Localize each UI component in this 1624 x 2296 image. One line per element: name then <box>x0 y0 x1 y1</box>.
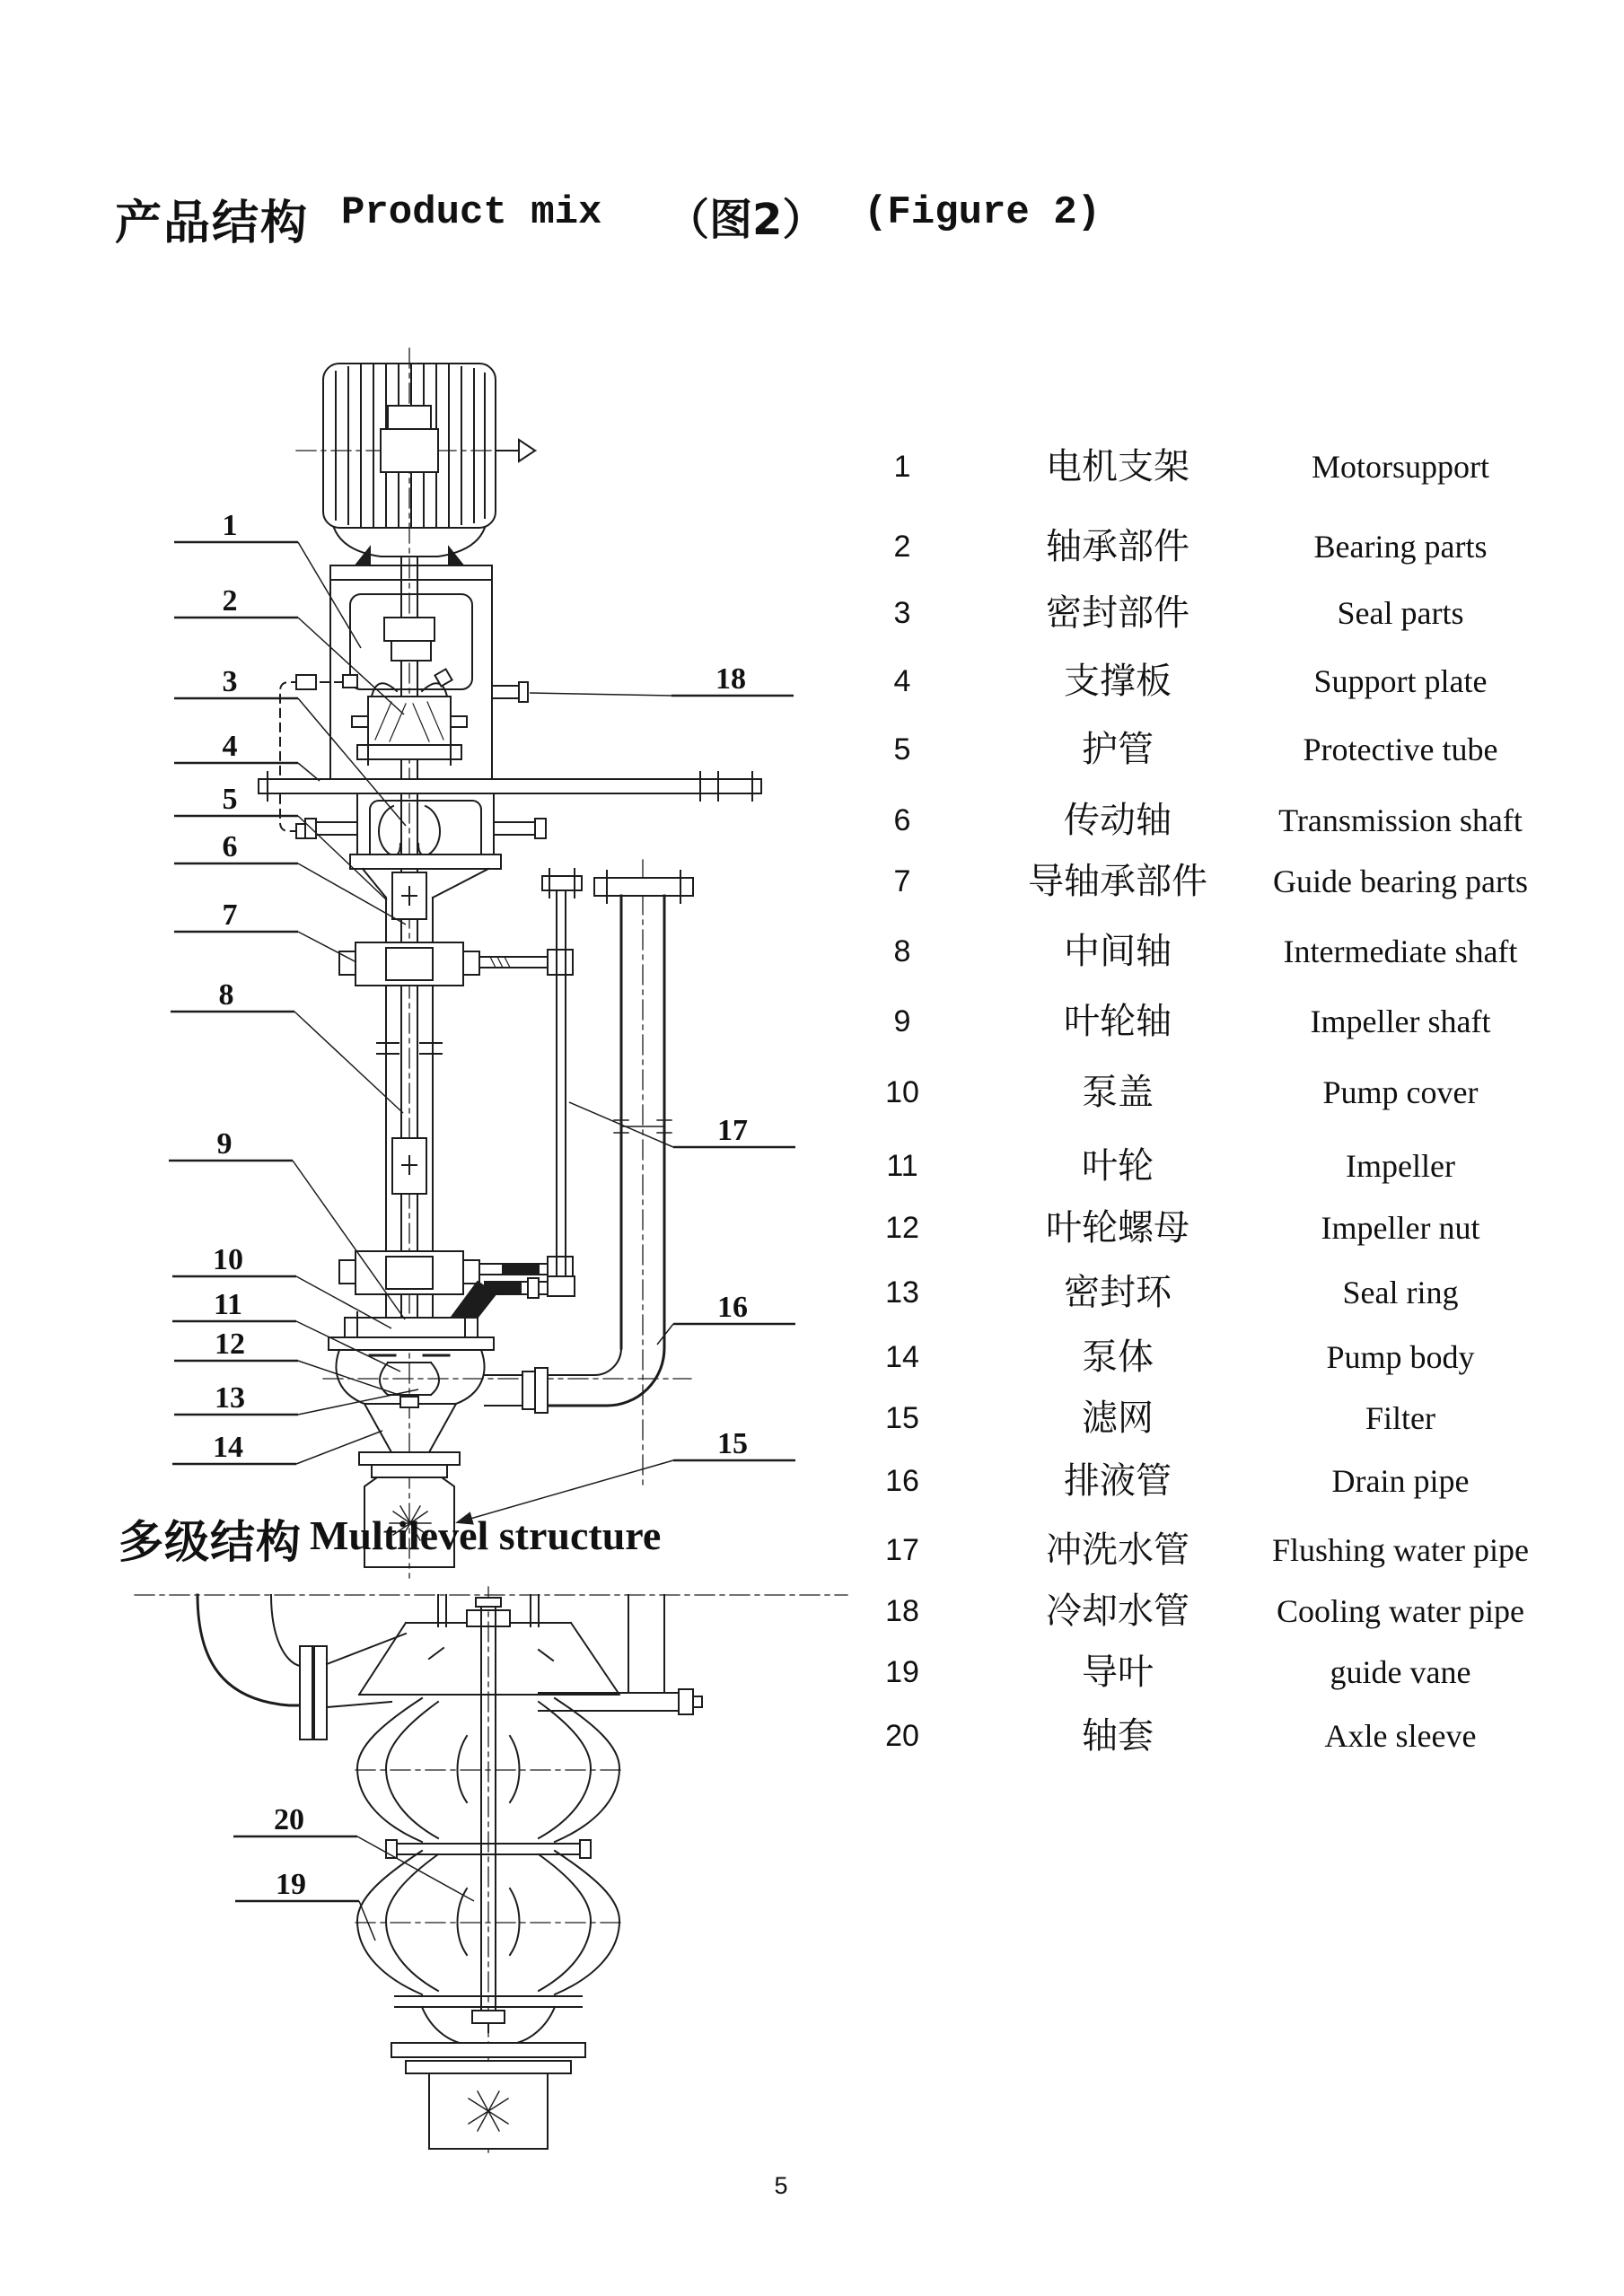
callout-label: 13 <box>215 1380 245 1415</box>
figure2-callouts <box>169 509 795 1522</box>
part-name-chinese: 护管 <box>1082 729 1154 769</box>
part-number: 1 <box>893 450 911 484</box>
part-name-english: Impeller <box>1346 1148 1455 1184</box>
page-number: 5 <box>774 2172 788 2199</box>
part-name-english: Protective tube <box>1303 732 1498 767</box>
title-figure-chinese: （图2） <box>666 195 826 245</box>
cooling-water-pipe <box>280 682 357 831</box>
part-name-chinese: 轴承部件 <box>1046 526 1189 566</box>
part-number: 4 <box>893 664 911 698</box>
callout-leader-line <box>357 1836 474 1901</box>
part-number: 3 <box>893 596 911 630</box>
part-number: 11 <box>886 1149 918 1183</box>
title-chinese: 产品结构 <box>115 197 310 250</box>
part-number: 10 <box>885 1075 919 1109</box>
callout-leader-line <box>530 693 672 696</box>
figure2-vertical-pump-diagram <box>135 341 835 1598</box>
title-figure-english: (Figure 2) <box>864 190 1102 235</box>
subtitle-english: Multilevel structure <box>310 1512 662 1558</box>
part-name-english: Axle sleeve <box>1324 1718 1477 1754</box>
callout-label: 17 <box>717 1113 748 1147</box>
part-number: 15 <box>885 1401 919 1435</box>
part-number: 18 <box>885 1594 919 1628</box>
callout-label: 3 <box>222 664 238 698</box>
part-name-chinese: 密封部件 <box>1046 592 1189 633</box>
multistage-line-art <box>135 1587 847 2152</box>
part-number: 14 <box>885 1340 919 1374</box>
callout-leader-line <box>293 1161 405 1319</box>
callout-label: 12 <box>215 1327 245 1361</box>
callout-label: 20 <box>274 1802 304 1836</box>
part-name-english: Impeller nut <box>1321 1210 1480 1246</box>
part-name-english: Guide bearing parts <box>1273 863 1528 899</box>
callout-label: 18 <box>715 662 746 696</box>
part-name-english: Bearing parts <box>1313 529 1488 565</box>
callout-label: 9 <box>216 1126 233 1161</box>
part-name-chinese: 密封环 <box>1064 1272 1172 1312</box>
part-number: 2 <box>893 530 911 564</box>
callout-label: 2 <box>222 583 238 618</box>
rotation-arrow-icon <box>519 440 535 461</box>
callout-label: 6 <box>222 829 238 863</box>
bearing-parts <box>368 697 451 745</box>
part-name-english: Support plate <box>1313 663 1488 699</box>
part-name-english: Motorsupport <box>1312 449 1489 485</box>
callout-label: 10 <box>213 1242 243 1276</box>
part-name-chinese: 支撑板 <box>1064 661 1172 701</box>
part-name-chinese: 叶轮轴 <box>1064 1001 1172 1041</box>
part-name-english: Filter <box>1365 1400 1435 1436</box>
title-english: Product mix <box>341 190 602 235</box>
part-name-chinese: 中间轴 <box>1064 931 1172 971</box>
callout-leader-line <box>359 1901 375 1941</box>
part-number: 16 <box>885 1464 919 1498</box>
part-number: 6 <box>893 803 911 837</box>
part-number: 20 <box>885 1719 919 1753</box>
part-name-chinese: 电机支架 <box>1046 446 1189 486</box>
part-number: 9 <box>893 1004 911 1038</box>
part-name-english: Pump body <box>1326 1339 1475 1375</box>
part-name-chinese: 排液管 <box>1064 1460 1172 1501</box>
callout-label: 1 <box>222 508 238 542</box>
part-name-chinese: 传动轴 <box>1064 800 1172 840</box>
part-name-english: Impeller shaft <box>1310 1003 1491 1039</box>
callout-label: 4 <box>222 729 238 763</box>
part-name-chinese: 泵盖 <box>1082 1072 1154 1112</box>
part-name-english: Flushing water pipe <box>1272 1532 1529 1568</box>
part-name-chinese: 叶轮 <box>1082 1145 1154 1186</box>
callout-label: 8 <box>218 977 234 1012</box>
part-name-chinese: 轴套 <box>1082 1715 1154 1756</box>
part-number: 7 <box>893 864 911 898</box>
part-name-english: Transmission shaft <box>1278 802 1523 838</box>
part-name-english: Drain pipe <box>1331 1463 1470 1499</box>
part-number: 12 <box>885 1211 919 1245</box>
part-name-english: Seal ring <box>1342 1275 1459 1310</box>
part-number: 17 <box>885 1533 919 1567</box>
part-name-chinese: 导轴承部件 <box>1028 861 1207 901</box>
callout-label: 11 <box>213 1287 243 1321</box>
part-name-chinese: 冷却水管 <box>1046 1591 1189 1631</box>
callout-label: 15 <box>717 1426 748 1460</box>
pump-cover <box>345 1318 478 1337</box>
callout-leader-line <box>298 932 356 962</box>
part-number: 8 <box>893 934 911 968</box>
multilevel-structure-diagram <box>117 1580 871 2154</box>
part-name-chinese: 冲洗水管 <box>1046 1529 1189 1570</box>
part-name-chinese: 滤网 <box>1082 1398 1154 1438</box>
callout-label: 19 <box>276 1867 306 1901</box>
part-name-chinese: 导叶 <box>1082 1652 1154 1692</box>
support-plate <box>259 779 761 793</box>
impeller-nut <box>400 1397 418 1407</box>
part-name-english: Seal parts <box>1337 595 1464 631</box>
pump-line-art <box>259 348 761 1578</box>
callout-label: 14 <box>213 1430 243 1464</box>
part-name-english: Intermediate shaft <box>1283 933 1518 969</box>
multilevel-callouts <box>233 1803 474 1941</box>
callout-label: 16 <box>717 1290 748 1324</box>
flushing-water-pipe <box>557 890 566 1278</box>
callout-label: 7 <box>222 898 238 932</box>
subtitle-chinese: 多级结构 <box>119 1516 302 1568</box>
part-name-chinese: 泵体 <box>1082 1336 1154 1377</box>
part-number: 5 <box>893 732 911 767</box>
part-name-english: Pump cover <box>1322 1074 1479 1110</box>
part-number: 13 <box>885 1275 919 1310</box>
callout-label: 5 <box>222 782 238 816</box>
part-name-english: Cooling water pipe <box>1277 1593 1524 1629</box>
part-name-chinese: 叶轮螺母 <box>1046 1207 1189 1248</box>
part-name-english: guide vane <box>1330 1654 1471 1690</box>
callout-leader-line <box>298 863 406 925</box>
part-number: 19 <box>885 1655 919 1689</box>
